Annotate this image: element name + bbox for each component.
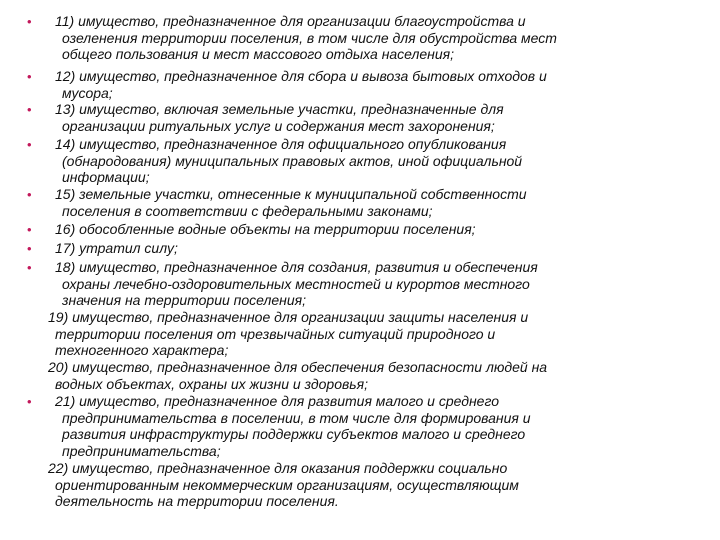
list-item-text: [55, 221, 695, 238]
line: 22) имущество, предназначенное для оказания поддержки социально: [48, 460, 508, 476]
line: поселения в соответствии с федеральными законами;: [62, 202, 433, 219]
line: 12) имущество, предназначенное для сбора и вывоза бытовых отходов и: [55, 68, 547, 84]
line: деятельность на территории поселения.: [55, 493, 339, 509]
list-item-text: [55, 393, 695, 459]
bullet: •: [27, 69, 32, 84]
line: (обнародования) муниципальных правовых актов, иной официальной: [62, 152, 523, 169]
line: значения на территории поселения;: [62, 292, 307, 308]
list-item-text: [55, 136, 695, 186]
line: ориентированным некоммерческим организациям, осуществляющим: [55, 476, 519, 493]
list-item-text: [48, 460, 688, 510]
list-item-text: [55, 240, 695, 257]
line: охраны лечебно-оздоровительных местностей и курортов местного: [62, 275, 530, 292]
line: 11) имущество, предназначенное для организации благоустройства и: [55, 13, 526, 29]
line: техногенного характера;: [55, 342, 229, 358]
list-item-text: [55, 101, 695, 134]
line: предпринимательства в поселении, в том числе для формирования и: [62, 409, 531, 426]
line: 19) имущество, предназначенное для организации защиты населения и: [48, 309, 529, 325]
line: 17) утратил силу;: [55, 240, 178, 256]
line: общего пользования и мест массового отдыха населения;: [62, 46, 455, 62]
line: 21) имущество, предназначенное для развития малого и среднего: [55, 393, 499, 409]
line: мусора;: [62, 84, 113, 101]
list-item-text: [55, 259, 695, 309]
line: водных объектах, охраны их жизни и здоровья;: [55, 375, 369, 392]
line: 18) имущество, предназначенное для создания, развития и обеспечения: [55, 259, 538, 275]
line: территории поселения от чрезвычайных ситуаций природного и: [55, 325, 496, 342]
bullet: •: [27, 222, 32, 237]
line: озеленения территории поселения, в том числе для обустройства мест: [62, 29, 557, 46]
line: 16) обособленные водные объекты на территории поселения;: [55, 221, 476, 237]
list-item-text: [48, 309, 688, 359]
line: организации ритуальных услуг и содержания мест захоронения;: [62, 117, 495, 134]
line: информации;: [62, 169, 150, 185]
line: развития инфраструктуры поддержки субъектов малого и среднего: [62, 426, 526, 442]
list-item-text: [55, 13, 695, 63]
bullet: •: [27, 137, 32, 152]
bullet: •: [27, 394, 32, 409]
list-item-text: [55, 68, 695, 101]
line: 20) имущество, предназначенное для обеспечения безопасности людей на: [48, 359, 548, 375]
bullet: •: [27, 241, 32, 256]
bullet: •: [27, 187, 32, 202]
bullet: •: [27, 102, 32, 117]
bullet: •: [27, 14, 32, 29]
line: 13) имущество, включая земельные участки, предназначенные для: [55, 101, 504, 117]
list-item-text: [48, 359, 688, 392]
line: предпринимательства;: [62, 442, 221, 459]
line: 15) земельные участки, отнесенные к муниципальной собственности: [55, 186, 527, 202]
bullet: •: [27, 260, 32, 275]
line: 14) имущество, предназначенное для официального опубликования: [55, 136, 507, 152]
list-item-text: [55, 186, 695, 219]
